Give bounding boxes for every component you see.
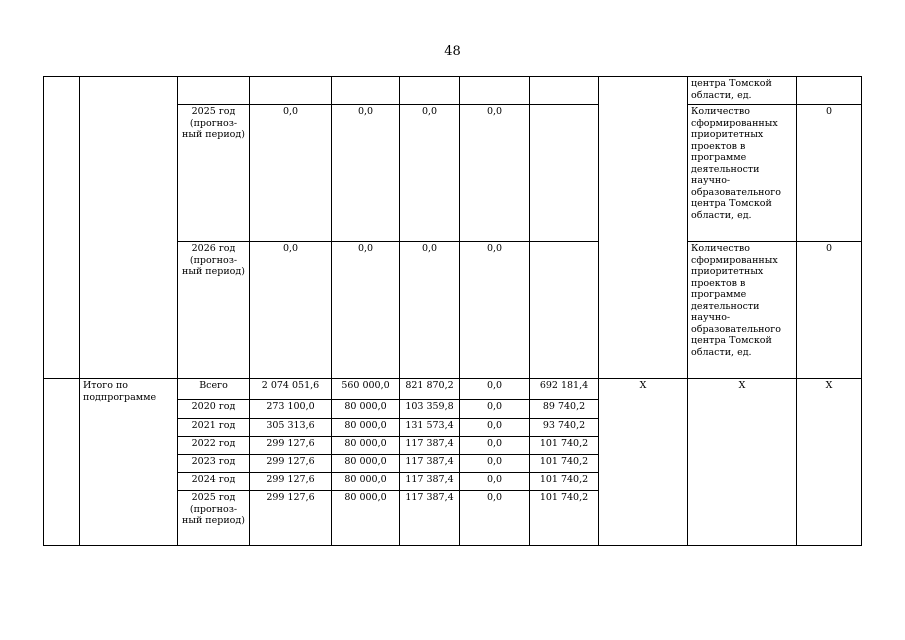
indicator-value-cell: 0 [797, 105, 862, 242]
indicator-cell: Количество сформированных приоритетных проектов в программе деятельности научно-образовательного центра Томской области, ед. [688, 242, 797, 379]
value-cell: 0,0 [460, 473, 530, 491]
value-cell: 0,0 [460, 437, 530, 455]
year-cell: 2024 год [178, 473, 250, 491]
value-cell: 692 181,4 [530, 379, 599, 400]
year-cell: 2025 год (прогноз-ный период) [178, 105, 250, 242]
cell-empty [797, 77, 862, 105]
value-cell: 299 127,6 [250, 491, 332, 546]
value-cell: 299 127,6 [250, 473, 332, 491]
value-cell: 117 387,4 [400, 491, 460, 546]
indicator-cell: центра Томской области, ед. [688, 77, 797, 105]
value-cell: 101 740,2 [530, 491, 599, 546]
value-cell: 0,0 [460, 400, 530, 419]
year-cell: 2022 год [178, 437, 250, 455]
value-cell: 93 740,2 [530, 419, 599, 437]
value-cell: 299 127,6 [250, 455, 332, 473]
value-cell: 117 387,4 [400, 473, 460, 491]
value-cell: 80 000,0 [332, 437, 400, 455]
cell-empty [44, 379, 80, 546]
total-x-cell: Х [688, 379, 797, 546]
cell-empty [80, 77, 178, 379]
value-cell: 0,0 [460, 242, 530, 379]
value-cell: 0,0 [460, 491, 530, 546]
value-cell: 0,0 [400, 242, 460, 379]
cell-empty [460, 77, 530, 105]
value-cell: 299 127,6 [250, 437, 332, 455]
year-cell: 2020 год [178, 400, 250, 419]
value-cell: 101 740,2 [530, 455, 599, 473]
table-row [44, 77, 862, 105]
value-cell: 101 740,2 [530, 473, 599, 491]
value-cell: 0,0 [460, 105, 530, 242]
year-cell: 2023 год [178, 455, 250, 473]
year-cell: 2021 год [178, 419, 250, 437]
page-number: 48 [444, 44, 461, 59]
total-x-cell: Х [797, 379, 862, 546]
value-cell: 0,0 [460, 419, 530, 437]
value-cell: 0,0 [460, 455, 530, 473]
value-cell: 117 387,4 [400, 455, 460, 473]
cell-empty [530, 77, 599, 105]
indicator-value-cell: 0 [797, 242, 862, 379]
value-cell: 101 740,2 [530, 437, 599, 455]
cell-empty [332, 77, 400, 105]
value-cell: 0,0 [332, 242, 400, 379]
year-cell: Всего [178, 379, 250, 400]
value-cell [530, 105, 599, 242]
value-cell: 80 000,0 [332, 491, 400, 546]
value-cell: 103 359,8 [400, 400, 460, 419]
value-cell: 273 100,0 [250, 400, 332, 419]
year-cell: 2026 год (прогноз-ный период) [178, 242, 250, 379]
cell-empty [44, 77, 80, 379]
cell-empty [400, 77, 460, 105]
cell-empty [250, 77, 332, 105]
value-cell: 80 000,0 [332, 419, 400, 437]
value-cell: 0,0 [332, 105, 400, 242]
value-cell [530, 242, 599, 379]
cell-empty [599, 77, 688, 379]
cell-empty [178, 77, 250, 105]
value-cell: 89 740,2 [530, 400, 599, 419]
value-cell: 0,0 [400, 105, 460, 242]
table-row [44, 379, 862, 400]
indicator-cell: Количество сформированных приоритетных проектов в программе деятельности научно-образовательного центра Томской области, ед. [688, 105, 797, 242]
value-cell: 131 573,4 [400, 419, 460, 437]
year-cell: 2025 год (прогноз-ный период) [178, 491, 250, 546]
value-cell: 0,0 [250, 242, 332, 379]
value-cell: 80 000,0 [332, 400, 400, 419]
value-cell: 305 313,6 [250, 419, 332, 437]
value-cell: 80 000,0 [332, 455, 400, 473]
total-label: Итого по подпрограмме [80, 379, 178, 546]
subprogram-table [43, 76, 862, 546]
total-x-cell: Х [599, 379, 688, 546]
value-cell: 0,0 [460, 379, 530, 400]
value-cell: 80 000,0 [332, 473, 400, 491]
value-cell: 560 000,0 [332, 379, 400, 400]
value-cell: 821 870,2 [400, 379, 460, 400]
value-cell: 117 387,4 [400, 437, 460, 455]
value-cell: 0,0 [250, 105, 332, 242]
value-cell: 2 074 051,6 [250, 379, 332, 400]
